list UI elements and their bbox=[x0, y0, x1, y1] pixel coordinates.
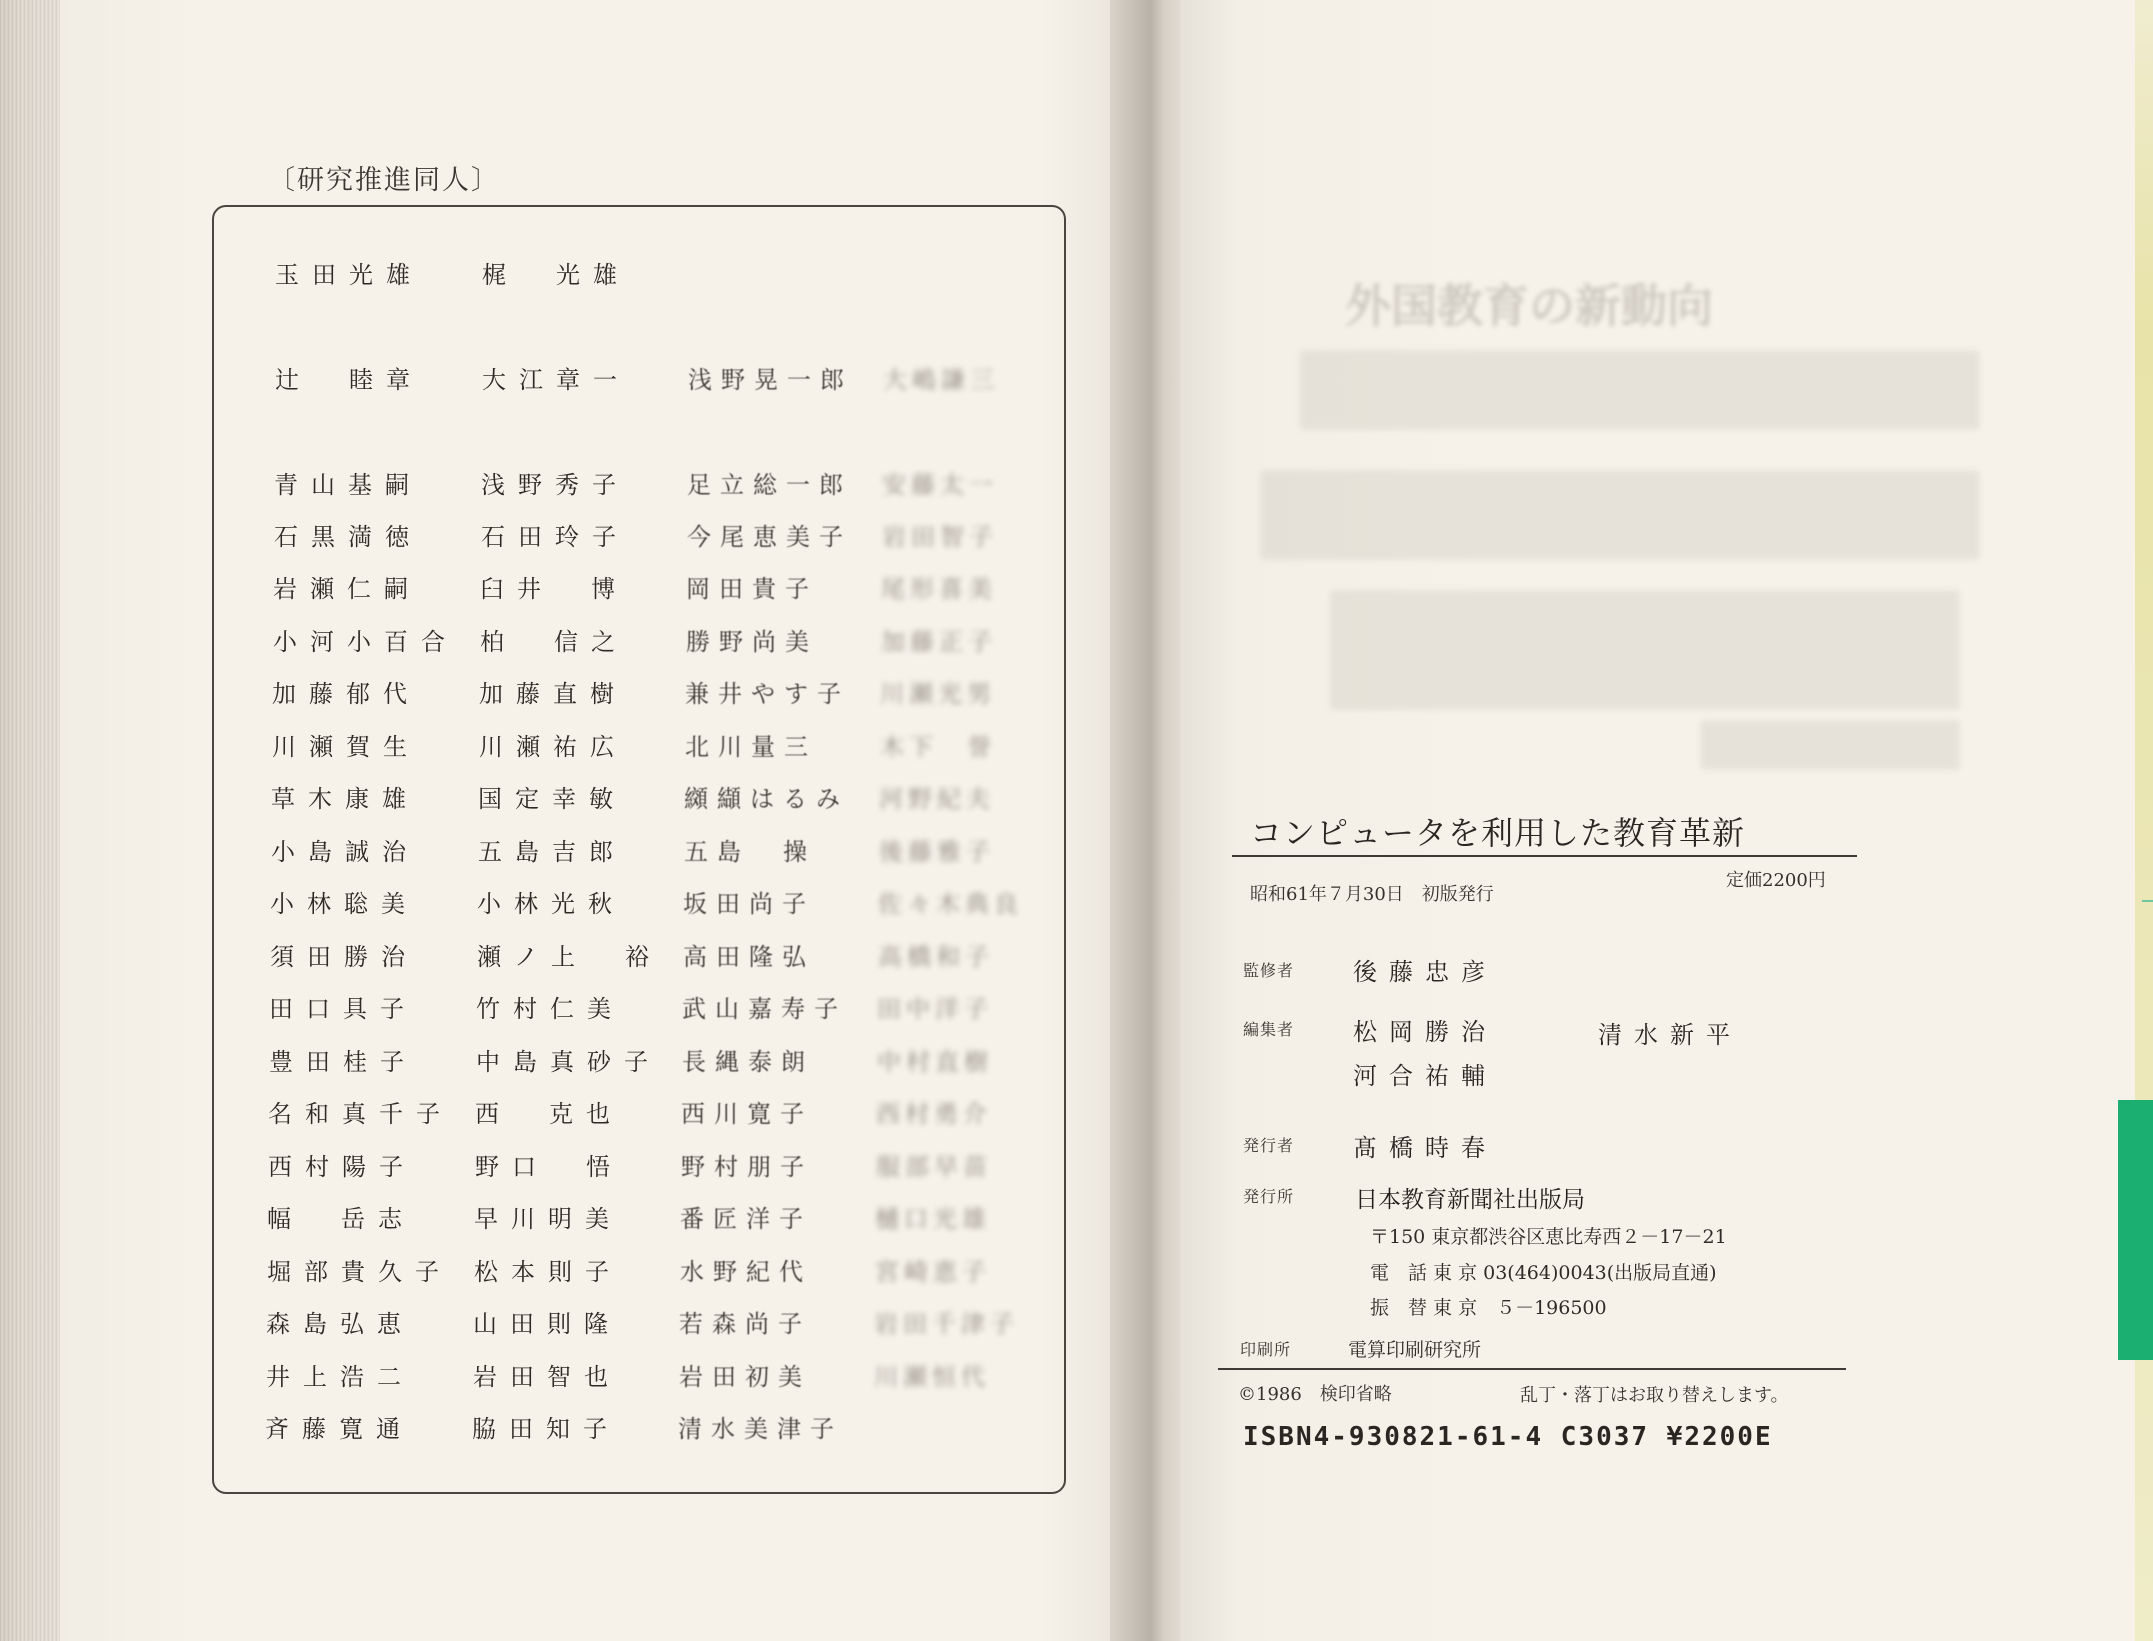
colophon-rule bbox=[1218, 1368, 1846, 1370]
member-name: 岩田千津子 bbox=[874, 1310, 1019, 1338]
member-name: 大江章一 bbox=[482, 366, 630, 394]
member-name: 岩田初美 bbox=[679, 1363, 811, 1391]
member-name: 草木康雄 bbox=[271, 785, 419, 813]
copyright: ©1986 検印省略 bbox=[1238, 1384, 1392, 1405]
member-name: 井上浩二 bbox=[266, 1363, 414, 1391]
member-name: 川瀬賀生 bbox=[272, 733, 420, 761]
member-name: 竹村仁美 bbox=[476, 995, 624, 1023]
next-page-edge bbox=[2135, 0, 2153, 1641]
member-name: 青山基嗣 bbox=[274, 471, 422, 499]
member-name: 安藤太一 bbox=[882, 471, 998, 499]
member-name: 浅野秀子 bbox=[481, 471, 629, 499]
editors-label: 編集者 bbox=[1243, 1020, 1295, 1039]
member-name: 西村勇介 bbox=[876, 1100, 992, 1128]
member-name: 五島 操 bbox=[684, 838, 816, 866]
member-name: 小林聡美 bbox=[270, 890, 418, 918]
printer-label: 印刷所 bbox=[1240, 1340, 1292, 1359]
supervisor-label: 監修者 bbox=[1243, 961, 1295, 980]
member-name: 中村直樹 bbox=[877, 1048, 993, 1076]
member-name: 加藤正子 bbox=[881, 628, 997, 656]
show-through-block bbox=[1700, 720, 1960, 770]
member-name: 岩田智也 bbox=[473, 1363, 621, 1391]
member-name: 石田玲子 bbox=[481, 523, 629, 551]
member-name: 木下 誉 bbox=[880, 733, 996, 761]
member-name: 田口具子 bbox=[269, 995, 417, 1023]
issuer-label: 発行者 bbox=[1243, 1136, 1295, 1155]
member-name: 長縄泰朗 bbox=[682, 1048, 814, 1076]
member-name: 脇田知子 bbox=[472, 1415, 620, 1443]
supervisor-name: 後藤忠彦 bbox=[1353, 958, 1497, 986]
member-name: 番匠洋子 bbox=[680, 1205, 812, 1233]
member-name: 浅野晃一郎 bbox=[688, 366, 853, 394]
member-name: 斉藤寛通 bbox=[265, 1415, 413, 1443]
publisher-name: 日本教育新聞社出版局 bbox=[1355, 1187, 1585, 1213]
page-edge bbox=[0, 0, 60, 1641]
next-page-edge-green bbox=[2118, 1100, 2153, 1360]
next-page-edge-line bbox=[2142, 900, 2153, 902]
member-name: 水野紀代 bbox=[680, 1258, 812, 1286]
member-name: 勝野尚美 bbox=[686, 628, 818, 656]
publisher-transfer: 振 替 東 京 ５－196500 bbox=[1370, 1297, 1607, 1319]
member-name: 佐々木典良 bbox=[878, 890, 1023, 918]
member-name: 玉田光雄 bbox=[275, 261, 423, 289]
show-through-block bbox=[1330, 590, 1960, 710]
member-name: 森島弘恵 bbox=[266, 1310, 414, 1338]
title-rule bbox=[1232, 855, 1857, 857]
member-name: 西川寛子 bbox=[681, 1100, 813, 1128]
editor-name: 清水新平 bbox=[1598, 1021, 1742, 1049]
member-name: 兼井やす子 bbox=[685, 680, 850, 708]
replacement-notice: 乱丁・落丁はお取り替えします。 bbox=[1520, 1385, 1789, 1406]
member-name: 名和真千子 bbox=[268, 1100, 453, 1128]
member-name: 高橋和子 bbox=[878, 943, 994, 971]
member-name: 国定幸敏 bbox=[478, 785, 626, 813]
member-name: 清水美津子 bbox=[678, 1415, 843, 1443]
member-name: 尾形喜美 bbox=[881, 575, 997, 603]
member-name: 武山嘉寿子 bbox=[682, 995, 847, 1023]
member-name: 須田勝治 bbox=[270, 943, 418, 971]
member-name: 野口 悟 bbox=[475, 1153, 623, 1181]
member-name: 柏 信之 bbox=[480, 628, 628, 656]
member-name: 早川明美 bbox=[474, 1205, 622, 1233]
member-name: 西村陽子 bbox=[268, 1153, 416, 1181]
publisher-phone: 電 話 東 京 03(464)0043(出版局直通) bbox=[1370, 1262, 1717, 1284]
member-name: 高田隆弘 bbox=[683, 943, 815, 971]
member-name: 岩瀬仁嗣 bbox=[273, 575, 421, 603]
member-name: 松本則子 bbox=[474, 1258, 622, 1286]
edition-date: 昭和61年７月30日 初版発行 bbox=[1250, 884, 1494, 905]
member-name: 河野紀夫 bbox=[879, 785, 995, 813]
printer-name: 電算印刷研究所 bbox=[1348, 1339, 1482, 1361]
show-through-block bbox=[1300, 350, 1980, 430]
member-name: 辻 睦章 bbox=[275, 366, 423, 394]
member-name: 足立総一郎 bbox=[687, 471, 852, 499]
member-name: 若森尚子 bbox=[679, 1310, 811, 1338]
member-name: 小河小百合 bbox=[273, 628, 458, 656]
member-name: 川瀬祐広 bbox=[479, 733, 627, 761]
member-name: 川瀬恒代 bbox=[874, 1363, 990, 1391]
member-name: 纐纈はるみ bbox=[684, 785, 849, 813]
member-name: 大嶋謙三 bbox=[883, 366, 999, 394]
member-name: 服部早苗 bbox=[876, 1153, 992, 1181]
member-name: 後藤雅子 bbox=[879, 838, 995, 866]
member-name: 宮崎恵子 bbox=[875, 1258, 991, 1286]
book-title: コンピュータを利用した教育革新 bbox=[1250, 814, 1746, 852]
member-name: 五島吉郎 bbox=[478, 838, 626, 866]
member-name: 堀部貴久子 bbox=[267, 1258, 452, 1286]
member-name: 幅 岳志 bbox=[267, 1205, 415, 1233]
issuer-name: 髙橋時春 bbox=[1353, 1134, 1497, 1162]
member-name: 今尾恵美子 bbox=[687, 523, 852, 551]
member-name: 野村朋子 bbox=[681, 1153, 813, 1181]
member-name: 梶 光雄 bbox=[482, 261, 630, 289]
member-name: 岡田貴子 bbox=[686, 575, 818, 603]
member-name: 北川量三 bbox=[685, 733, 817, 761]
member-name: 臼井 博 bbox=[480, 575, 628, 603]
member-name: 小島誠治 bbox=[271, 838, 419, 866]
member-name: 瀬ノ上 裕 bbox=[477, 943, 662, 971]
show-through-block bbox=[1260, 470, 1980, 560]
price: 定価2200円 bbox=[1726, 870, 1826, 891]
show-through-headline: 外国教育の新動向 bbox=[1345, 279, 1713, 333]
member-name: 中島真砂子 bbox=[476, 1048, 661, 1076]
editor-name: 松岡勝治 bbox=[1353, 1018, 1497, 1046]
member-name: 西 克也 bbox=[475, 1100, 623, 1128]
section-title: 〔研究推進同人〕 bbox=[268, 165, 500, 196]
publisher-address: 〒150 東京都渋谷区恵比寿西２－17－21 bbox=[1370, 1226, 1727, 1248]
member-name: 石黒満徳 bbox=[274, 523, 422, 551]
member-name: 樋口光雄 bbox=[875, 1205, 991, 1233]
member-name: 岩田智子 bbox=[882, 523, 998, 551]
member-name: 加藤郁代 bbox=[272, 680, 420, 708]
isbn: ISBN4-930821-61-4 C3037 ¥2200E bbox=[1243, 1422, 1773, 1452]
member-name: 坂田尚子 bbox=[683, 890, 815, 918]
member-name: 加藤直樹 bbox=[479, 680, 627, 708]
member-name: 小林光秋 bbox=[477, 890, 625, 918]
editor-name: 河合祐輔 bbox=[1353, 1062, 1497, 1090]
member-name: 山田則隆 bbox=[473, 1310, 621, 1338]
publisher-label: 発行所 bbox=[1243, 1187, 1295, 1206]
member-name: 川瀬光男 bbox=[880, 680, 996, 708]
member-name: 豊田桂子 bbox=[269, 1048, 417, 1076]
member-name: 田中洋子 bbox=[877, 995, 993, 1023]
